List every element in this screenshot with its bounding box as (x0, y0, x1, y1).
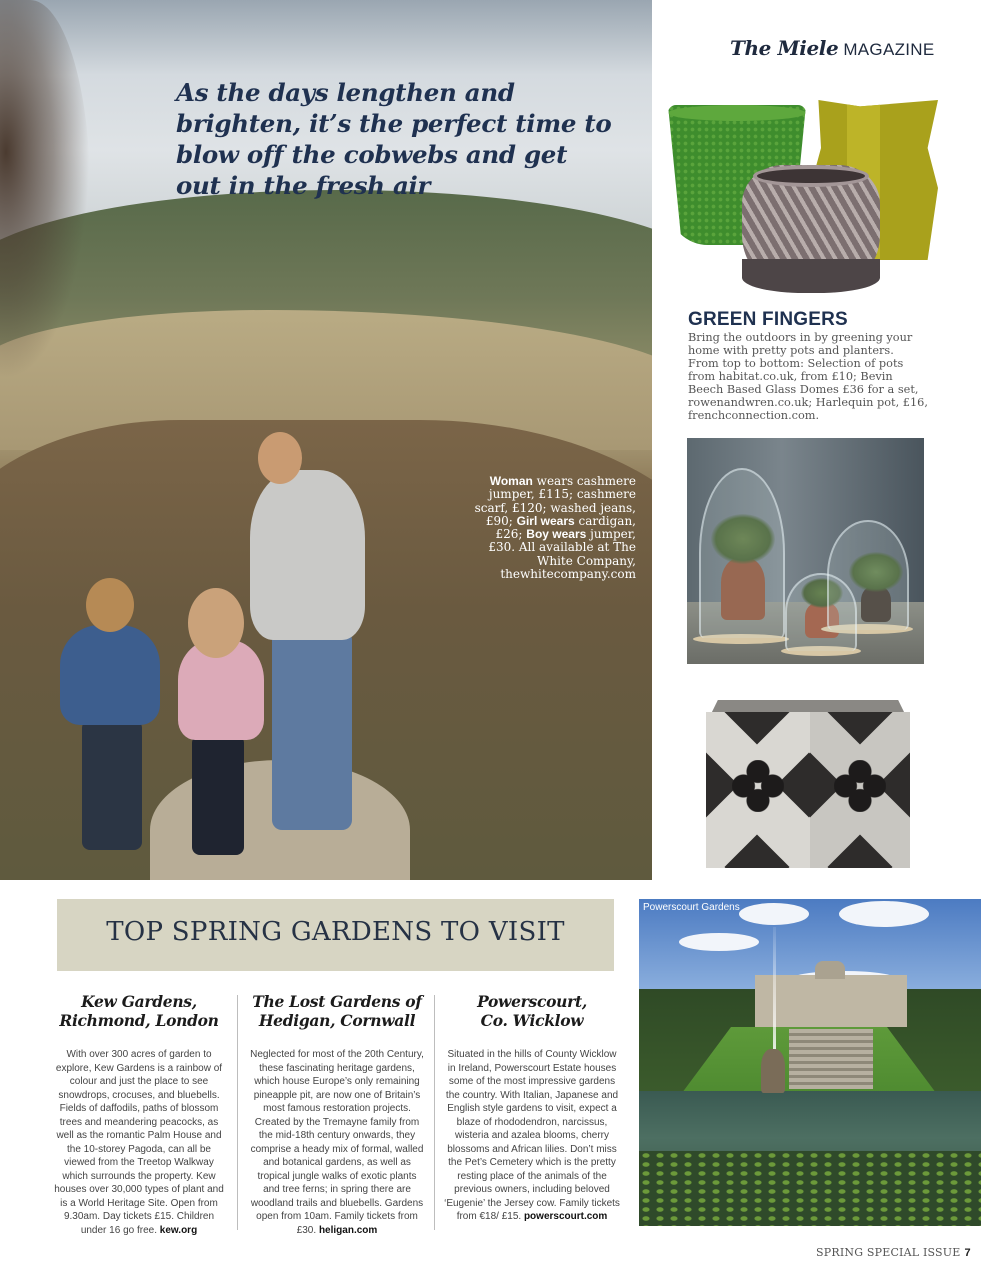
grey-pot-band (742, 259, 880, 293)
garden-title (51, 992, 227, 1030)
caption-boy-text: jumper, £30. All available at The White Company, thewhitecompany.com (488, 527, 636, 582)
boy-head (86, 578, 134, 632)
tile-diamond (724, 834, 789, 868)
quatrefoil-motif (732, 760, 784, 812)
tile-diamond (724, 712, 789, 745)
gardens-banner-title: TOP SPRING GARDENS TO VISIT (106, 917, 565, 947)
caption-woman-label: Woman (489, 474, 533, 488)
pots-photo (660, 95, 950, 300)
hero-headline: As the days lengthen and brighten, it’s the perfect time to blow off the cobwebs and get out in the fresh air (176, 78, 612, 200)
pot-left-face (706, 712, 810, 868)
garden-body: With over 300 acres of garden to explore, Kew Gardens is a rainbow of colour and just the place to see snowdrops, crocuses, and bluebells. Fields of daffodils, paths of blossom trees and meandering peacocks, as well as the romantic Palm House and the 10-storey Pagoda, can all be viewed from the Treetop Walkway which surrounds the property. Kew houses over 30,000 types of plant and is a World Heritage Site. Open from 9.30am. Day tickets £15. Children under 16 go free. (54, 1049, 224, 1236)
lily-pads (639, 1151, 981, 1226)
powerscourt-house (755, 975, 907, 1027)
issue-label: SPRING SPECIAL ISSUE (816, 1246, 961, 1259)
garden-body: Neglected for most of the 20th Century, these fascinating heritage gardens, which house Europe’s only remaining pineapple pit, are now one of Britain’s most famous restoration projects. Created by the Tremayne family from the mid-18th century onwards, they comprise a heady mix of formal, walled and botanical gardens, as well as tropical jungle walks of exotic plants and tree ferns; in spring there are woodland trails and bluebells. Gardens open from 10am. Family tickets from £30. (250, 1049, 424, 1236)
green-fingers-title: GREEN FINGERS (688, 309, 848, 330)
garden-title-line1: Powerscourt, (477, 992, 587, 1011)
cloud (739, 903, 809, 925)
garden-title-line2: Hedigan, Cornwall (258, 1011, 416, 1030)
garden-website: kew.org (159, 1224, 198, 1236)
tile-diamond (827, 712, 892, 745)
glass-domes-photo (687, 438, 924, 664)
gardens-banner (57, 899, 614, 971)
tile-diamond (827, 834, 892, 868)
harlequin-pot-photo (706, 700, 910, 868)
page-footer (816, 1246, 971, 1259)
boy-figure (60, 625, 160, 725)
garden-description (51, 1048, 227, 1237)
garden-column-kew (51, 992, 227, 1237)
magazine-masthead (730, 36, 935, 60)
garden-column-powerscourt (444, 992, 620, 1224)
woman-figure (250, 470, 365, 640)
column-divider (237, 995, 238, 1230)
caption-woman-text: wears cashmere jumper, £115; cashmere scarf, £120; washed jeans, £90; (474, 474, 636, 528)
page-number: 7 (964, 1247, 971, 1259)
garden-website: heligan.com (318, 1224, 378, 1236)
masthead-name: The Miele (730, 36, 839, 60)
cloud (679, 933, 759, 951)
glass-dome-small (785, 573, 857, 651)
green-pot-rim (668, 105, 806, 121)
masthead-suffix: MAGAZINE (838, 40, 935, 59)
caption-girl-text: cardigan, £26; (495, 513, 636, 542)
photo-label: Powerscourt Gardens (643, 902, 740, 913)
garden-column-heligan (249, 992, 425, 1237)
column-divider (434, 995, 435, 1230)
girl-figure-legs (192, 735, 244, 855)
girl-head (188, 588, 244, 658)
powerscourt-photo (639, 899, 981, 1226)
cloud (839, 901, 929, 927)
garden-title-line2: Co. Wicklow (480, 1011, 584, 1030)
terrace-steps (789, 1029, 873, 1089)
boy-figure-legs (82, 720, 142, 850)
garden-title-line1: The Lost Gardens of (252, 992, 422, 1011)
garden-description (249, 1048, 425, 1237)
woman-head (258, 432, 302, 484)
caption-boy-label: Boy wears (526, 527, 587, 542)
green-fingers-text: Bring the outdoors in by greening your home with pretty pots and planters. From top to bottom: Selection of pots from habitat.co.uk, from £10; Bevin Beech Based Glass Domes £36 for a set, rowenandwren.co.uk; Harlequin pot, £16, frenchconnection.com. (688, 331, 928, 422)
woman-figure-legs (272, 630, 352, 830)
glass-dome-large (699, 468, 785, 638)
caption-girl-label: Girl wears (516, 513, 575, 528)
garden-website: powerscourt.com (523, 1211, 608, 1222)
garden-description (444, 1048, 620, 1224)
garden-title-line1: Kew Gardens, (81, 992, 197, 1011)
clothing-caption (470, 475, 636, 581)
garden-title (249, 992, 425, 1030)
grey-geometric-pot (742, 165, 880, 293)
fountain-statue (761, 1049, 785, 1093)
pot-right-face (810, 712, 910, 868)
garden-title-line2: Richmond, London (59, 1011, 219, 1030)
grey-pot-rim (753, 165, 869, 187)
quatrefoil-motif (834, 760, 886, 812)
garden-body: Situated in the hills of County Wicklow in Ireland, Powerscourt Estate houses some of the most impressive gardens the country. With Italian, Japanese and English style gardens to visit, expect a blaze of rhododendron, narcissus, wisteria and azalea blooms, cherry blossoms and African lilies. Don’t miss the Pet’s Cemetery which is the pretty resting place of the animals of the previous owners, including beloved ‘Eugenie’ the Jersey cow. Family tickets from €18/ £15. (444, 1049, 620, 1222)
garden-title (444, 992, 620, 1030)
